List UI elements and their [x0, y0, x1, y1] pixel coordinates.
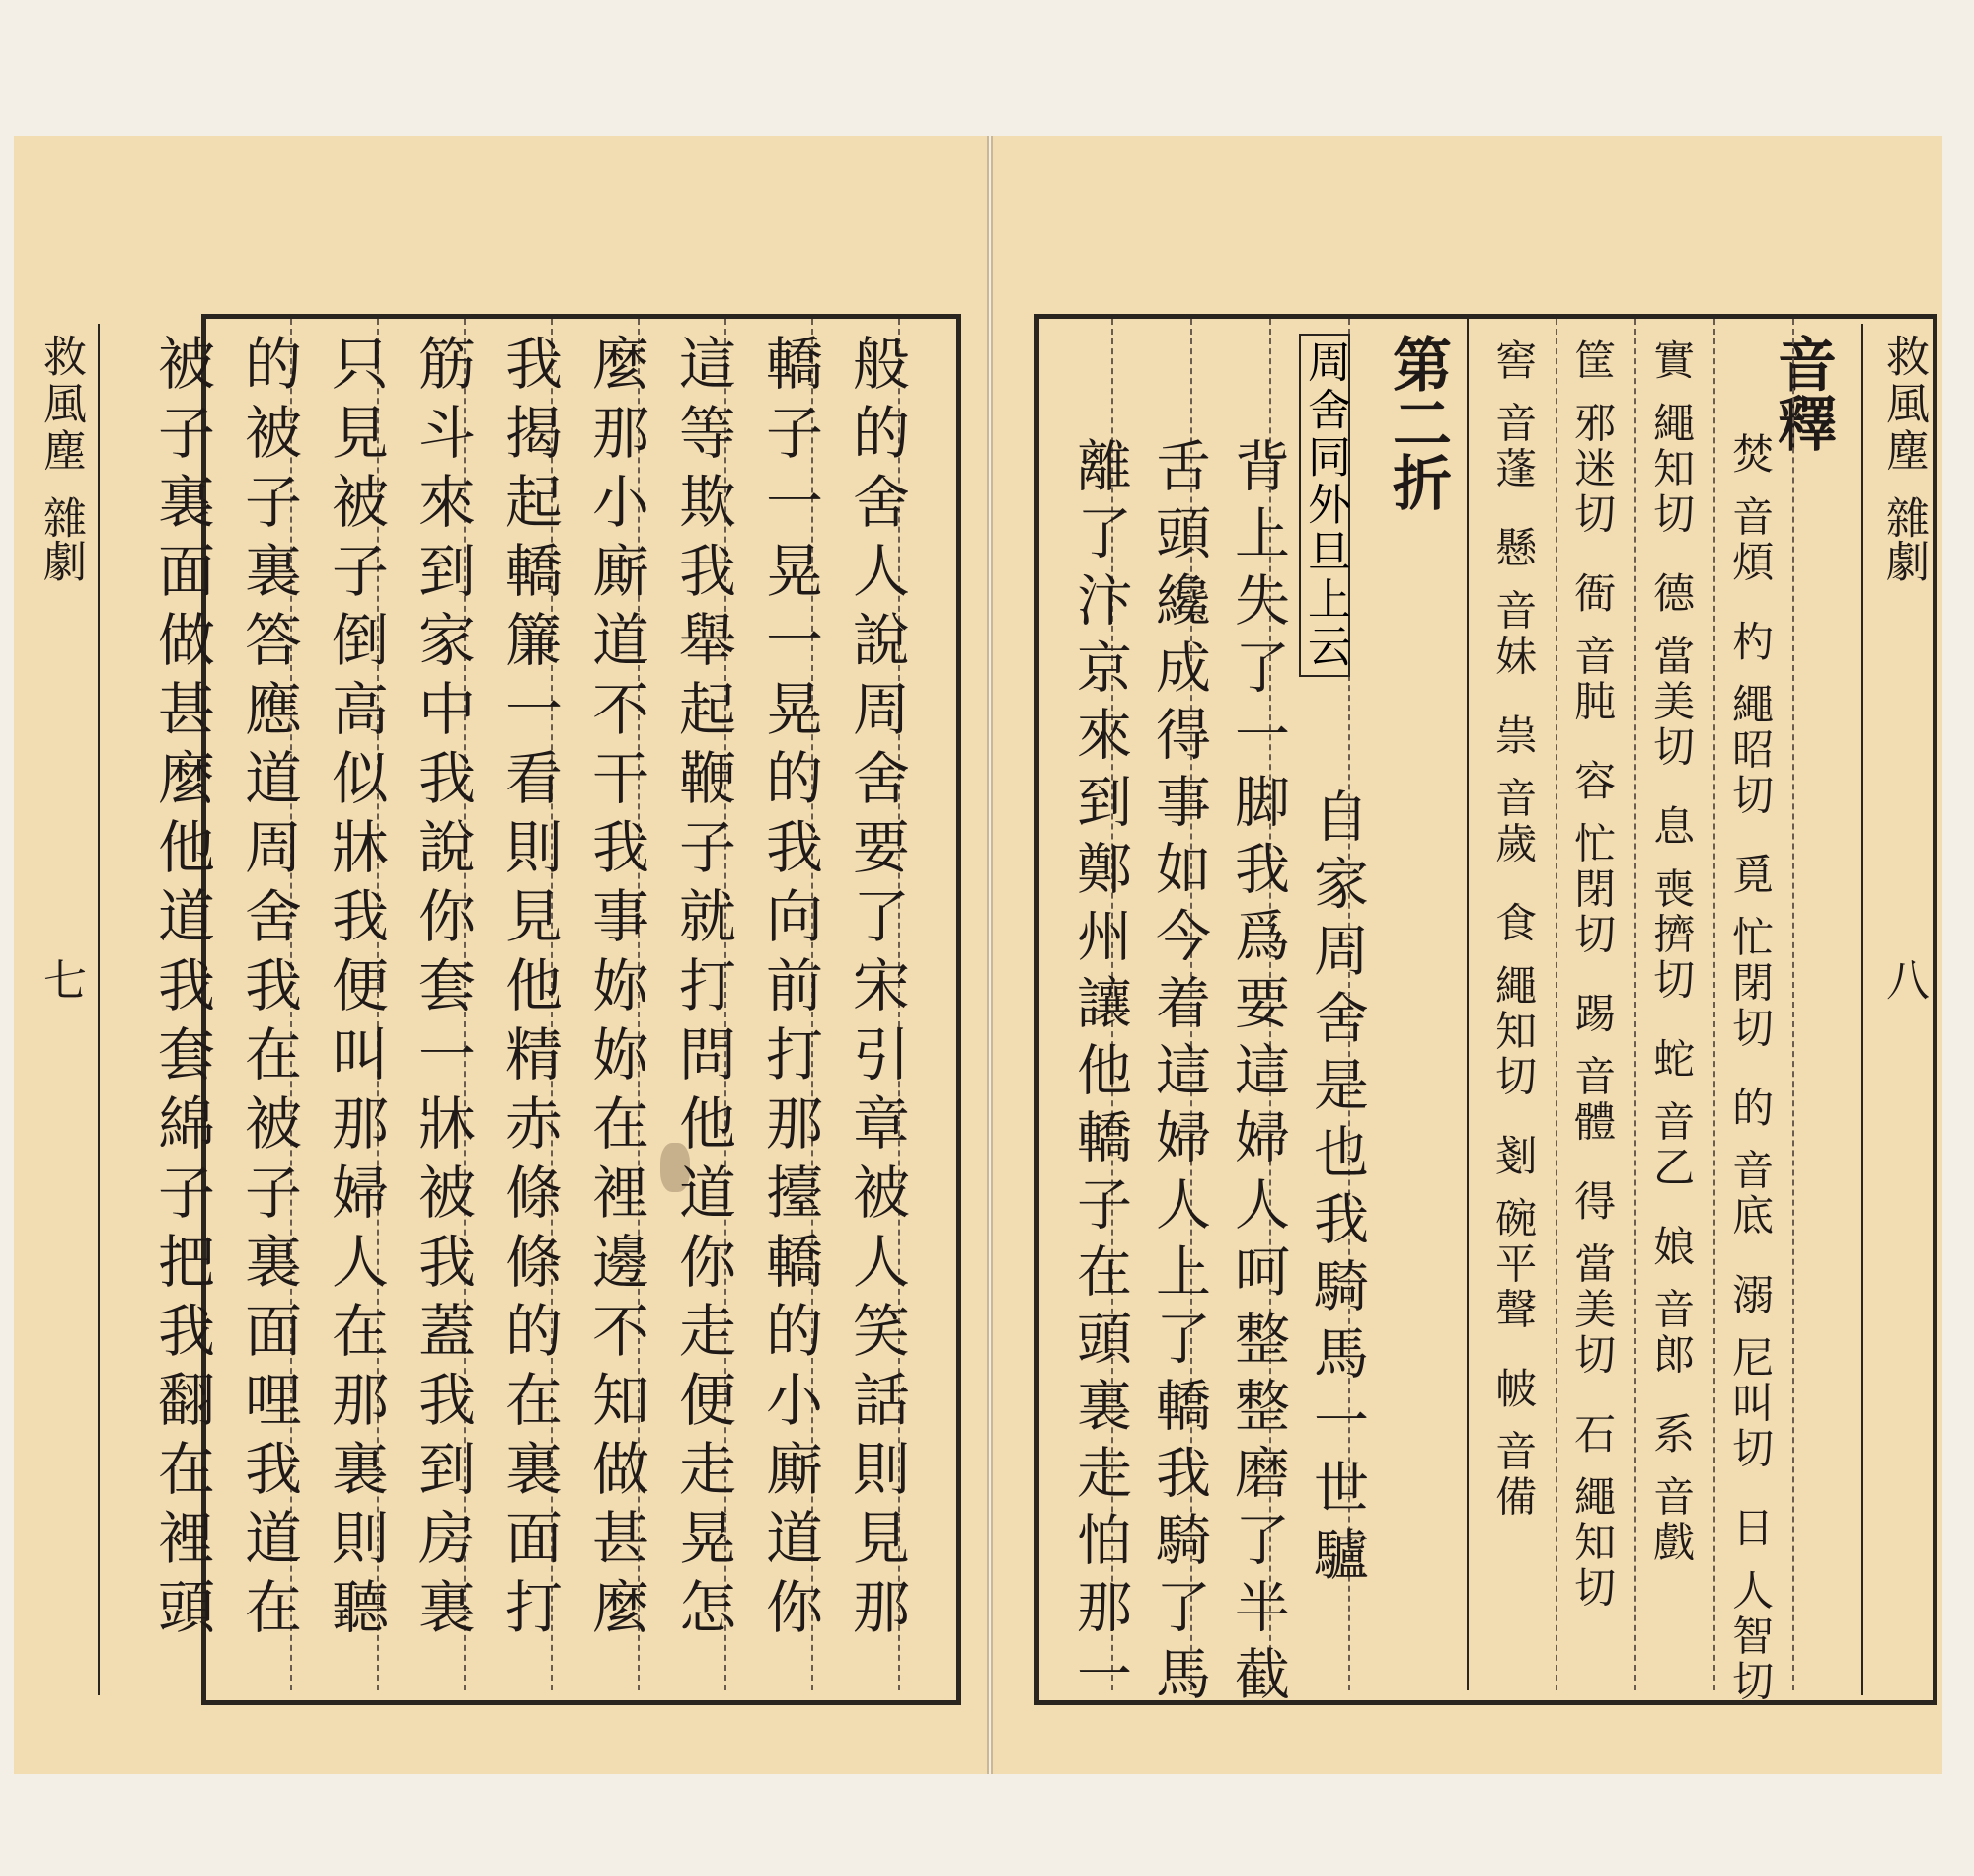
pronunciation-column: 筐 邪迷切 衙 音肫 容 忙閉切 踢 音體 得 當美切 石 繩知切: [1568, 338, 1618, 1612]
margin-strip: [36, 334, 86, 1001]
pronunciation-column: 窖 音蓬 懸 音妹 祟 音歲 食 繩知切 剗 碗平聲 帔 音備: [1489, 338, 1539, 1521]
margin-folio: 八: [1878, 957, 1929, 1001]
margin-line: [98, 324, 100, 1695]
margin-title: 救風塵: [36, 334, 86, 476]
section-heading: [1768, 334, 1837, 452]
text-column: 舌頭纔成得事如今着這婦人上了轎我騎了馬: [1147, 437, 1211, 1712]
margin-note: 雜劇: [36, 495, 86, 582]
section-divider: [1467, 319, 1469, 1690]
text-column: 我揭起轎簾一看則見他精赤條條的在裏面打: [495, 334, 563, 1646]
text-column: 自家周舍是也我騎馬一世驢: [1305, 788, 1369, 1593]
margin-folio: 七: [36, 957, 86, 1001]
section-heading-text: 音釋: [1768, 334, 1837, 452]
act-heading: [1383, 334, 1452, 511]
column-rule: [1713, 319, 1715, 1690]
right-page: [991, 136, 1942, 1774]
text-column: 這等欺我舉起鞭子就打問他道你走便走晃怎: [669, 334, 736, 1646]
stage-direction: 周舍同外旦上云: [1299, 334, 1350, 677]
column-rule: [1792, 319, 1794, 1690]
text-column: 背上失了一脚我爲要這婦人呵整整磨了半截: [1226, 437, 1290, 1712]
text-column: 只見被子倒高似牀我便叫那婦人在那裏則聽: [322, 334, 389, 1646]
pronunciation-column: 實 繩知切 德 當美切 息 喪擠切 蛇 音乙 娘 音郎 系 音戲: [1647, 338, 1697, 1566]
margin-title: 救風塵: [1878, 334, 1929, 476]
pronunciation-column: 焚 音煩 杓 繩昭切 覓 忙閉切 的 音底 溺 尼叫切 日 人智切: [1726, 432, 1776, 1705]
text-column: 離了汴京來到鄭州讓他轎子在頭裏走怕那一: [1068, 437, 1132, 1712]
column-rule: [1556, 319, 1557, 1690]
act-heading-text: 第二折: [1383, 334, 1452, 511]
margin-note: 雜劇: [1878, 495, 1929, 582]
text-column: 的被子裏答應道周舍我在被子裏面哩我道在: [235, 334, 302, 1646]
left-page: [14, 136, 989, 1774]
text-column: 麼那小廝道不干我事妳妳在裡邊不知做甚麼: [582, 334, 649, 1646]
text-column: 般的舍人說周舍要了宋引章被人笑話則見那: [843, 334, 910, 1646]
text-column: 被子裏面做甚麼他道我套綿子把我翻在裡頭: [148, 334, 215, 1646]
margin-strip: [1878, 334, 1929, 1001]
margin-line: [1861, 324, 1863, 1695]
column-rule: [1634, 319, 1636, 1690]
text-column: 轎子一晃一晃的我向前打那擡轎的小廝道你: [756, 334, 823, 1646]
text-column: 筋斗來到家中我說你套一牀被我蓋我到房裏: [409, 334, 476, 1646]
